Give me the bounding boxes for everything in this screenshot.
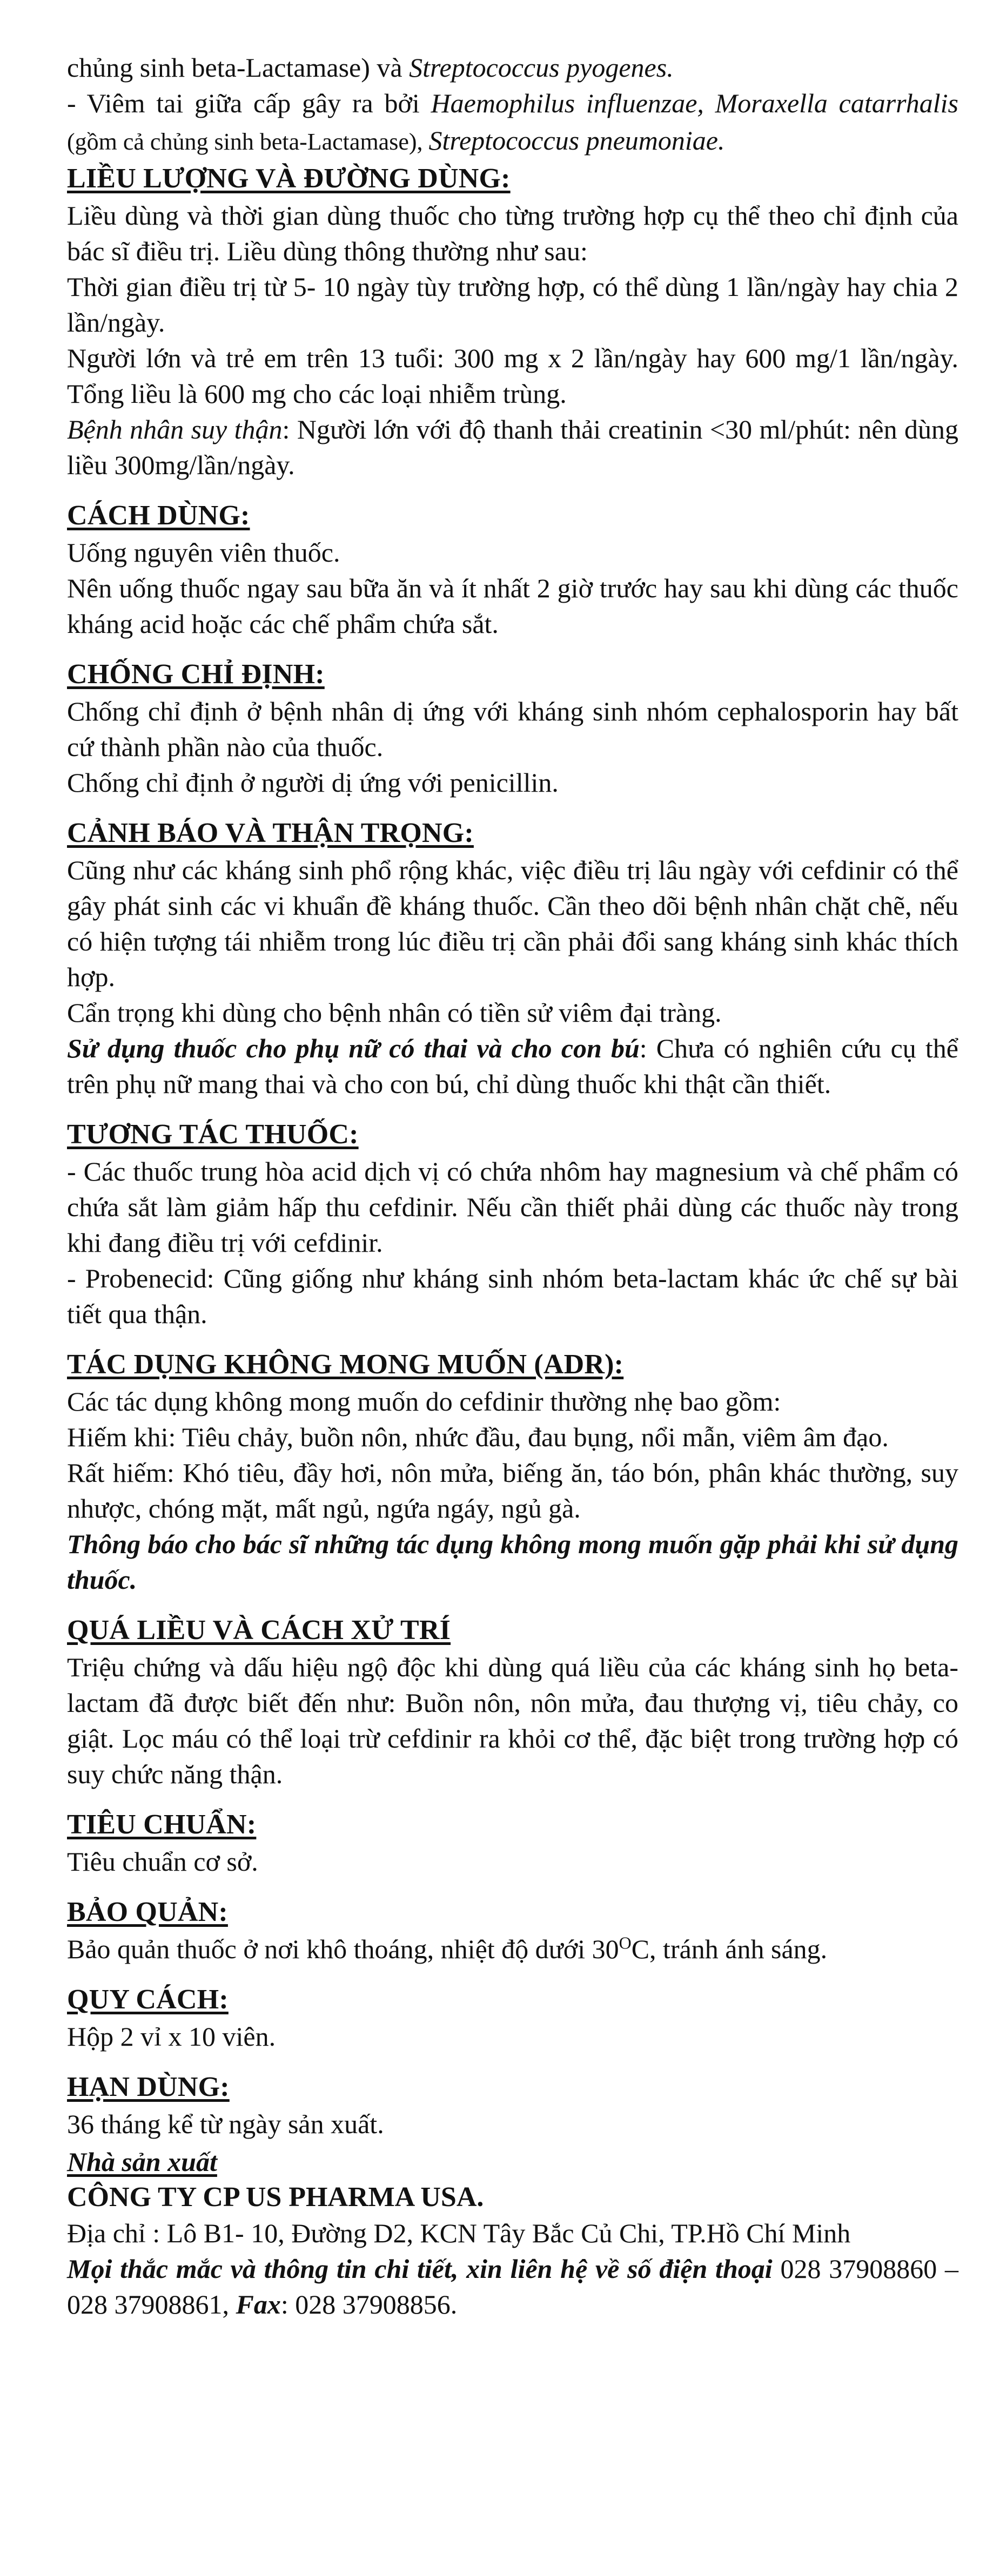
section-warnings	[67, 814, 958, 1102]
section-packaging	[67, 1981, 958, 2054]
pregnancy-label: Sử dụng thuốc cho phụ nữ có thai và cho con bú	[67, 1033, 640, 1063]
heading-storage: BẢO QUẢN:	[67, 1897, 228, 1927]
standard-paragraph: Tiêu chuẩn cơ sở.	[67, 1846, 258, 1877]
company-name: CÔNG TY CP US PHARMA USA.	[67, 2182, 484, 2213]
section-standard	[67, 1806, 958, 1879]
indication-line	[67, 50, 958, 85]
section-usage	[67, 497, 958, 642]
warnings-paragraph: Cẩn trọng khi dùng cho bệnh nhân có tiền sử viêm đại tràng.	[67, 997, 722, 1028]
packaging-paragraph: Hộp 2 vỉ x 10 viên.	[67, 2021, 276, 2052]
heading-expiry: HẠN DÙNG:	[67, 2072, 230, 2102]
text: (gồm cả chủng sinh beta-Lactamase),	[67, 129, 429, 155]
heading-warnings: CẢNH BÁO VÀ THẬN TRỌNG:	[67, 818, 474, 848]
interactions-paragraph: - Các thuốc trung hòa acid dịch vị có chứa nhôm hay magnesium và chế phẩm có chứa sắt làm giảm hấp thu cefdinir. Nếu cần thiết phải dùng các thuốc này trong khi đang điều trị với cefdinir.	[67, 1156, 958, 1258]
heading-usage: CÁCH DÙNG:	[67, 500, 250, 531]
indication-otitis	[67, 85, 958, 160]
degree-superscript: O	[619, 1933, 632, 1953]
dosage-paragraph: Người lớn và trẻ em trên 13 tuổi: 300 mg x 2 lần/ngày hay 600 mg/1 lần/ngày. Tổng liều là 600 mg cho các loại nhiễm trùng.	[67, 343, 958, 409]
section-dosage	[67, 160, 958, 483]
renal-label: Bệnh nhân suy thận	[67, 414, 283, 444]
adr-paragraph: Rất hiếm: Khó tiêu, đầy hơi, nôn mửa, biếng ăn, táo bón, phân khác thường, suy nhược, chóng mặt, mất ngủ, ngứa ngáy, ngủ gà.	[67, 1458, 958, 1523]
bacteria-name: Streptococcus pyogenes.	[409, 52, 674, 83]
text: C, tránh ánh sáng.	[631, 1934, 828, 1964]
usage-paragraph: Uống nguyên viên thuốc.	[67, 537, 340, 568]
text: : Chưa có nghiên cứu cụ thể trên phụ nữ mang thai và cho con bú, chỉ dùng thuốc khi thật cần thiết.	[67, 1033, 958, 1099]
text: : Người lớn với độ thanh thải creatinin <30 ml/phút: nên dùng liều 300mg/lần/ngày.	[67, 414, 959, 480]
overdose-paragraph: Triệu chứng và dấu hiệu ngộ độc khi dùng quá liều của các kháng sinh họ beta-lactam đã được biết đến như: Buồn nôn, nôn mửa, đau thượng vị, tiêu chảy, co giật. Lọc máu có thể loại trừ cefdinir ra khỏi cơ thể, đặc biệt trong trường hợp có suy chức năng thận.	[67, 1652, 958, 1789]
contra-paragraph: Chống chỉ định ở bệnh nhân dị ứng với kháng sinh nhóm cephalosporin hay bất cứ thành phần nào của thuốc.	[67, 696, 958, 762]
section-overdose	[67, 1611, 958, 1792]
fax-label: Fax	[236, 2289, 281, 2319]
heading-standard: TIÊU CHUẨN:	[67, 1809, 257, 1840]
dosage-renal	[67, 412, 958, 483]
heading-overdose: QUÁ LIỀU VÀ CÁCH XỬ TRÍ	[67, 1615, 451, 1646]
expiry-paragraph: 36 tháng kể từ ngày sản xuất.	[67, 2109, 384, 2139]
usage-paragraph: Nên uống thuốc ngay sau bữa ăn và ít nhất 2 giờ trước hay sau khi dùng các thuốc kháng acid hoặc các chế phẩm chứa sắt.	[67, 573, 958, 639]
text: Bảo quản thuốc ở nơi khô thoáng, nhiệt độ dưới 30	[67, 1934, 619, 1964]
text: - Viêm tai giữa cấp gây ra bởi	[67, 88, 431, 118]
section-contraindications	[67, 656, 958, 800]
interactions-paragraph: - Probenecid: Cũng giống như kháng sinh nhóm beta-lactam khác ức chế sự bài tiết qua thận.	[67, 1263, 958, 1329]
heading-adr: TÁC DỤNG KHÔNG MONG MUỐN (ADR):	[67, 1349, 624, 1380]
contra-paragraph: Chống chỉ định ở người dị ứng với penicillin.	[67, 767, 559, 798]
warnings-paragraph: Cũng như các kháng sinh phổ rộng khác, việc điều trị lâu ngày với cefdinir có thể gây phát sinh các vi khuẩn đề kháng thuốc. Cần theo dõi bệnh nhân chặt chẽ, nếu có hiện tượng tái nhiễm trong lúc điều trị cần phải đổi sang kháng sinh khác thích hợp.	[67, 855, 958, 992]
section-storage	[67, 1893, 958, 1967]
section-adr	[67, 1346, 958, 1597]
adr-notice: Thông báo cho bác sĩ những tác dụng không mong muốn gặp phải khi sử dụng thuốc.	[67, 1529, 958, 1595]
bacteria-name: Streptococcus pneumoniae.	[428, 125, 725, 156]
document-page	[67, 50, 958, 2322]
warnings-pregnancy	[67, 1030, 958, 1102]
section-indications-continued	[67, 50, 958, 160]
phone-numbers: 028 37908860 – 028 37908861,	[67, 2254, 959, 2319]
dosage-paragraph: Liều dùng và thời gian dùng thuốc cho từng trường hợp cụ thể theo chỉ định của bác sĩ điều trị. Liều dùng thông thường như sau:	[67, 200, 958, 266]
adr-paragraph: Hiếm khi: Tiêu chảy, buồn nôn, nhức đầu, đau bụng, nổi mẫn, viêm âm đạo.	[67, 1422, 889, 1452]
bacteria-name: Haemophilus influenzae, Moraxella catarrhalis	[431, 88, 958, 118]
company-contact	[67, 2251, 958, 2322]
section-manufacturer	[67, 2144, 958, 2322]
fax-number: : 028 37908856.	[280, 2289, 458, 2319]
heading-interactions: TƯƠNG TÁC THUỐC:	[67, 1119, 359, 1150]
section-expiry	[67, 2068, 958, 2142]
adr-paragraph: Các tác dụng không mong muốn do cefdinir thường nhẹ bao gồm:	[67, 1386, 781, 1417]
section-interactions	[67, 1116, 958, 1332]
dosage-paragraph: Thời gian điều trị từ 5- 10 ngày tùy trường hợp, có thể dùng 1 lần/ngày hay chia 2 lần/ngày.	[67, 272, 958, 338]
heading-packaging: QUY CÁCH:	[67, 1984, 229, 2015]
contact-label: Mọi thắc mắc và thông tin chi tiết, xin liên hệ về số điện thoại	[67, 2254, 773, 2284]
heading-contraindications: CHỐNG CHỈ ĐỊNH:	[67, 659, 325, 690]
storage-paragraph	[67, 1931, 958, 1967]
heading-manufacturer: Nhà sản xuất	[67, 2147, 217, 2177]
company-address: Địa chỉ : Lô B1- 10, Đường D2, KCN Tây Bắc Củ Chi, TP.Hồ Chí Minh	[67, 2218, 851, 2248]
text: chủng sinh beta-Lactamase) và	[67, 52, 410, 83]
heading-dosage: LIỀU LƯỢNG VÀ ĐƯỜNG DÙNG:	[67, 163, 511, 194]
